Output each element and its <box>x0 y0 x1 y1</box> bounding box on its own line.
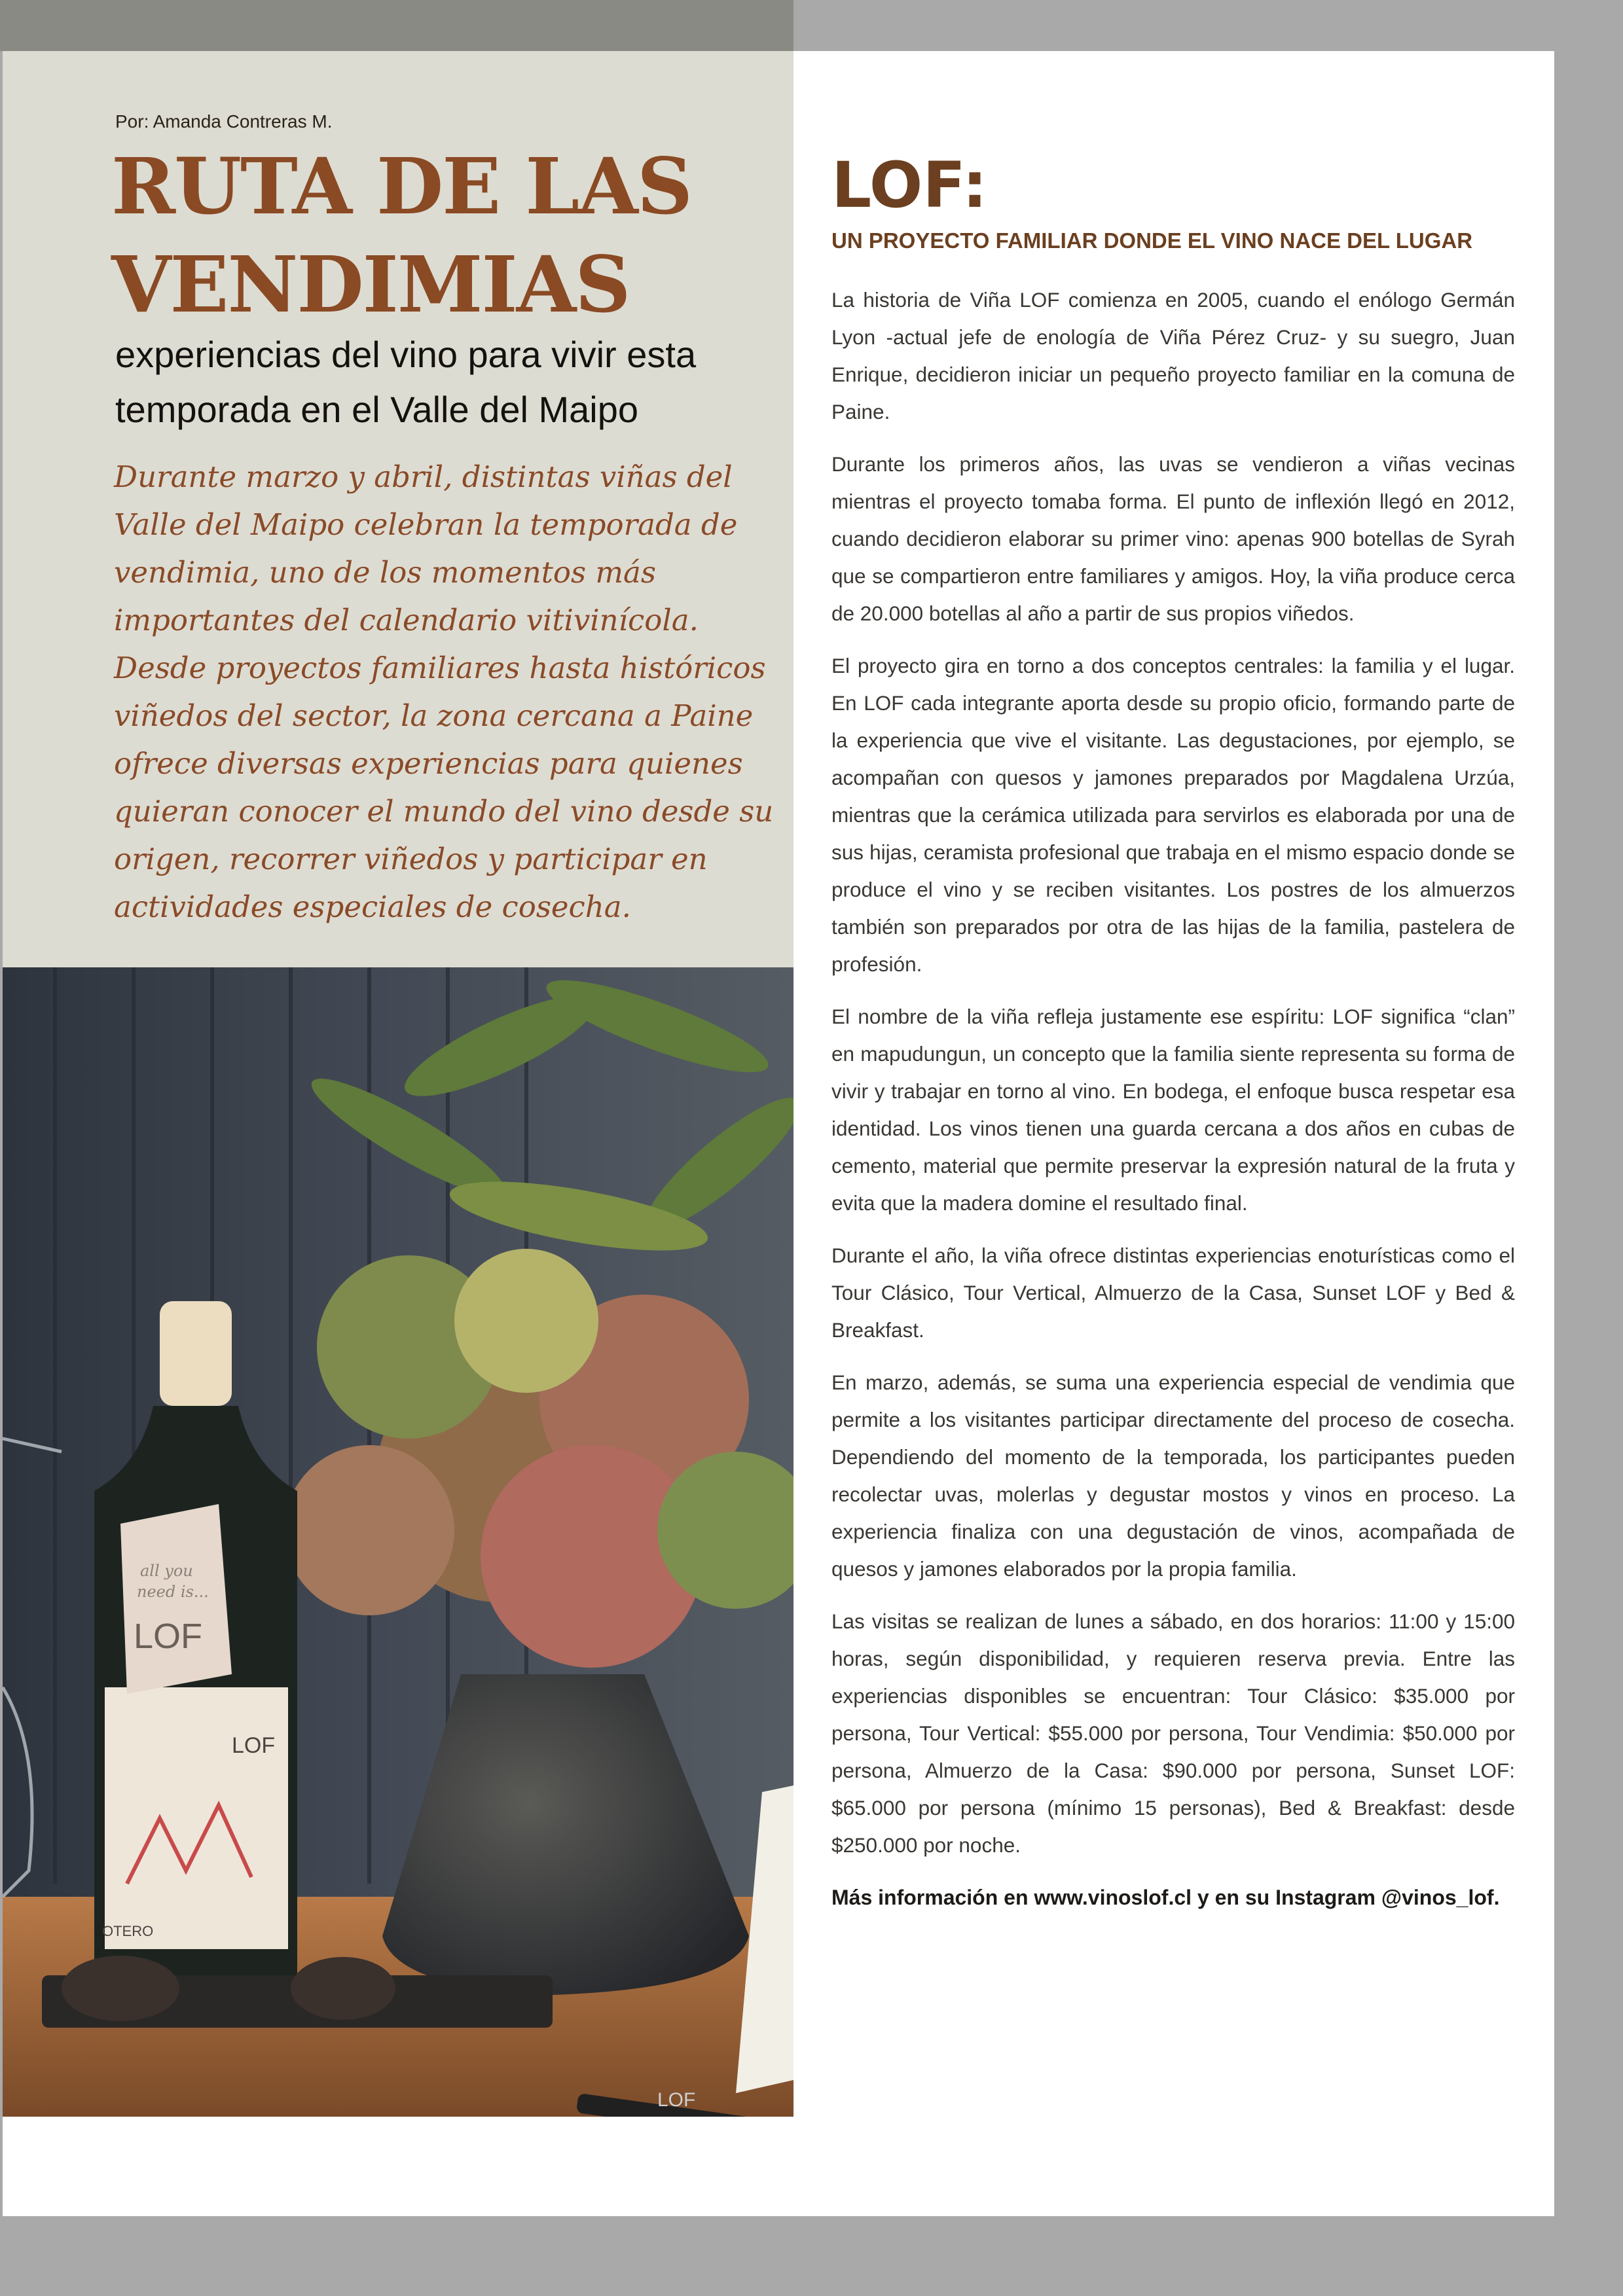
section-title: LOF: <box>831 149 988 222</box>
wine-bottle-photo <box>3 967 793 2117</box>
magazine-page <box>3 51 1554 2216</box>
body-paragraph: El proyecto gira en torno a dos conceptos centrales: la familia y el lugar. En LOF cada integrante aporta desde su propio oficio, formando parte de la experiencia que vive el visitante. Las degustaciones, por ejemplo, se acompañan con quesos y jamones preparados por Magdalena Urzúa, mientras que la cerámica utilizada para servirlos es elaborada por una de sus hijas, ceramista profesional que trabaja en el mismo espacio donde se produce el vino y se reciben visitantes. Los postres de los almuerzos también son preparados por otra de las hijas de la familia, pastelera de profesión. <box>831 654 1515 976</box>
photo-illustration <box>3 967 793 2117</box>
bottle-tag-text-line-2: need is... <box>137 1583 209 1601</box>
headline-panel <box>3 51 793 967</box>
bottle-tag-brand: LOF <box>134 1617 203 1656</box>
bottle-label-brand: LOF <box>232 1733 276 1758</box>
headline: RUTA DE LAS VENDIMIAS <box>111 141 692 330</box>
body-paragraph: Durante los primeros años, las uvas se vendieron a viñas vecinas mientras el proyecto tomaba forma. El punto de inflexión llegó en 2012, cuando decidieron elaborar su primer vino: apenas 900 botellas de Syrah que se compartieron entre familiares y amigos. Hoy, la viña produce cerca de 20.000 botellas al año a partir de sus propios viñedos. <box>831 452 1515 625</box>
intro-paragraph: Durante marzo y abril, distintas viñas del Valle del Maipo celebran la temporada de vendimia, uno de los momentos más importantes del calendario vitivinícola. Desde proyectos familiares hasta históricos viñedos del sector, la zona cercana a Paine ofrece diversas experiencias para quienes quieran conocer el mundo del vino desde su origen, recorrer viñedos y participar en actividades especiales de cosecha. <box>114 459 774 924</box>
body-paragraph: Las visitas se realizan de lunes a sábado, en dos horarios: 11:00 y 15:00 horas, según disponibilidad, y requieren reserva previa. Entre las experiencias disponibles se encuentran: Tour Clásico: $35.000 por persona, Tour Vertical: $55.000 por persona, Tour Vendimia: $50.000 por persona, Almuerzo de la Casa: $90.000 por persona, Sunset LOF: $65.000 por persona (mínimo 15 personas), Bed & Breakfast: desde $250.000 por noche. <box>831 1609 1515 1857</box>
pen-brand: LOF <box>657 2089 696 2111</box>
byline: Por: Amanda Contreras M. <box>115 111 333 132</box>
body-paragraph: En marzo, además, se suma una experiencia especial de vendimia que permite a los visitantes participar directamente del proceso de cosecha. Dependiendo del momento de la temporada, los participantes pueden recolectar uvas, molerlas y degustar mostos y vinos en proceso. La experiencia finaliza con una degustación de vinos, acompañada de quesos y jamones elaborados por la propia familia. <box>831 1371 1515 1581</box>
bottle-tag-text-line-1: all you <box>140 1562 193 1580</box>
bottle-label-side: OTERO <box>102 1923 154 1939</box>
body-paragraph: Durante el año, la viña ofrece distintas experiencias enoturísticas como el Tour Clásico, Tour Vertical, Almuerzo de la Casa, Sunset LOF y Bed & Breakfast. <box>831 1244 1515 1342</box>
top-gray-band <box>0 0 793 51</box>
lof-article-column <box>831 149 1515 1916</box>
section-subtitle: UN PROYECTO FAMILIAR DONDE EL VINO NACE DEL LUGAR <box>831 228 1473 253</box>
body-paragraph: El nombre de la viña refleja justamente ese espíritu: LOF significa “clan” en mapudungun, un concepto que la familia siente representa su forma de vivir y trabajar en torno al vino. En bodega, el enfoque busca respetar esa identidad. Los vinos tienen una guarda cercana a dos años en cubas de cemento, material que permite preservar la expresión natural de la fruta y evita que la madera domine el resultado final. <box>831 1005 1515 1215</box>
body-paragraph: La historia de Viña LOF comienza en 2005, cuando el enólogo Germán Lyon -actual jefe de enología de Viña Pérez Cruz- y su suegro, Juan Enrique, decidieron iniciar un pequeño proyecto familiar en la comuna de Paine. <box>831 288 1515 423</box>
deck: experiencias del vino para vivir esta temporada en el Valle del Maipo <box>115 334 697 430</box>
more-info-link-text: Más información en www.vinoslof.cl y en su Instagram @vinos_lof. <box>831 1886 1500 1909</box>
